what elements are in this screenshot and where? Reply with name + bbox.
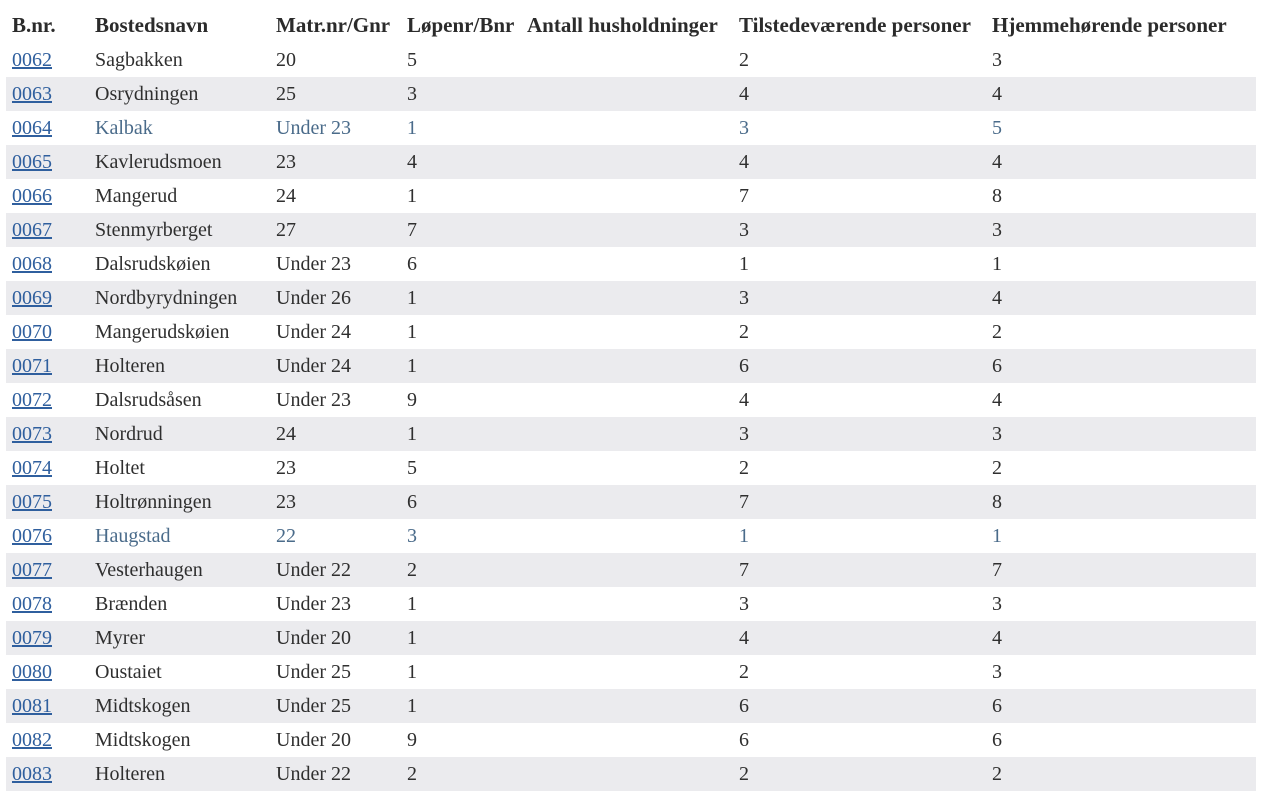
cell-tilstedevaerende-personer: 6 bbox=[733, 689, 986, 723]
cell-matr-gnr: Under 25 bbox=[270, 689, 401, 723]
cell-hjemmehorende-personer: 8 bbox=[986, 485, 1256, 519]
cell-bnr bbox=[6, 349, 89, 383]
cell-hjemmehorende-personer: 2 bbox=[992, 320, 1002, 343]
cell-antall-husholdninger bbox=[521, 281, 733, 315]
cell-bnr bbox=[6, 77, 89, 111]
cell-bostedsnavn: Mangerudskøien bbox=[95, 320, 230, 343]
bnr-link[interactable]: 0069 bbox=[12, 286, 52, 309]
cell-bnr bbox=[6, 247, 89, 281]
cell-bostedsnavn: Dalsrudskøien bbox=[95, 252, 211, 275]
cell-lopenr-bnr: 1 bbox=[407, 116, 417, 139]
cell-lopenr-bnr: 3 bbox=[401, 77, 521, 111]
cell-hjemmehorende-personer: 5 bbox=[992, 116, 1002, 139]
cell-antall-husholdninger bbox=[521, 315, 733, 349]
cell-matr-gnr: Under 23 bbox=[276, 116, 351, 139]
cell-hjemmehorende-personer: 6 bbox=[986, 349, 1256, 383]
cell-bostedsnavn: Osrydningen bbox=[89, 77, 270, 111]
bnr-link[interactable]: 0065 bbox=[12, 150, 52, 173]
cell-lopenr-bnr: 1 bbox=[407, 592, 417, 615]
cell-antall-husholdninger bbox=[521, 519, 733, 553]
cell-hjemmehorende-personer: 1 bbox=[992, 524, 1002, 547]
cell-tilstedevaerende-personer: 2 bbox=[739, 456, 749, 479]
bnr-link[interactable]: 0083 bbox=[12, 762, 52, 785]
cell-matr-gnr: Under 20 bbox=[270, 621, 401, 655]
cell-bostedsnavn: Nordbyrydningen bbox=[89, 281, 270, 315]
bnr-link[interactable]: 0077 bbox=[12, 558, 52, 581]
cell-matr-gnr: Under 23 bbox=[276, 252, 351, 275]
cell-hjemmehorende-personer: 8 bbox=[992, 184, 1002, 207]
cell-hjemmehorende-personer: 3 bbox=[992, 660, 1002, 683]
cell-tilstedevaerende-personer: 4 bbox=[739, 388, 749, 411]
cell-antall-husholdninger bbox=[521, 77, 733, 111]
cell-tilstedevaerende-personer: 2 bbox=[739, 48, 749, 71]
cell-bostedsnavn: Stenmyrberget bbox=[89, 213, 270, 247]
cell-lopenr-bnr: 5 bbox=[407, 456, 417, 479]
bnr-link[interactable]: 0079 bbox=[12, 626, 52, 649]
cell-matr-gnr: 23 bbox=[270, 485, 401, 519]
cell-bostedsnavn: Myrer bbox=[89, 621, 270, 655]
table-row bbox=[6, 281, 1256, 315]
cell-tilstedevaerende-personer: 2 bbox=[739, 320, 749, 343]
cell-lopenr-bnr: 7 bbox=[401, 213, 521, 247]
cell-tilstedevaerende-personer: 4 bbox=[733, 621, 986, 655]
cell-lopenr-bnr: 1 bbox=[407, 660, 417, 683]
cell-lopenr-bnr: 1 bbox=[401, 281, 521, 315]
cell-tilstedevaerende-personer: 7 bbox=[733, 553, 986, 587]
cell-antall-husholdninger bbox=[521, 111, 733, 145]
header-hjemmehorende-personer: Hjemmehørende personer bbox=[992, 12, 1227, 37]
cell-bostedsnavn: Dalsrudsåsen bbox=[95, 388, 202, 411]
cell-tilstedevaerende-personer: 2 bbox=[733, 757, 986, 791]
cell-bnr bbox=[6, 621, 89, 655]
cell-bnr bbox=[6, 553, 89, 587]
table-row bbox=[6, 111, 1256, 145]
cell-antall-husholdninger bbox=[521, 485, 733, 519]
bnr-link[interactable]: 0082 bbox=[12, 728, 52, 751]
cell-hjemmehorende-personer: 4 bbox=[986, 77, 1256, 111]
cell-lopenr-bnr: 5 bbox=[407, 48, 417, 71]
cell-tilstedevaerende-personer: 4 bbox=[733, 145, 986, 179]
household-table bbox=[6, 7, 1256, 791]
cell-matr-gnr: Under 20 bbox=[276, 728, 351, 751]
cell-bostedsnavn: Vesterhaugen bbox=[89, 553, 270, 587]
table-row bbox=[6, 621, 1256, 655]
table-row bbox=[6, 43, 1256, 77]
cell-hjemmehorende-personer: 3 bbox=[992, 592, 1002, 615]
cell-matr-gnr: 23 bbox=[270, 145, 401, 179]
cell-antall-husholdninger bbox=[521, 553, 733, 587]
cell-lopenr-bnr: 9 bbox=[407, 388, 417, 411]
table-row bbox=[6, 315, 1256, 349]
cell-bostedsnavn: Mangerud bbox=[95, 184, 178, 207]
cell-bostedsnavn: Holtet bbox=[95, 456, 145, 479]
cell-matr-gnr: Under 22 bbox=[270, 757, 401, 791]
cell-antall-husholdninger bbox=[521, 451, 733, 485]
cell-lopenr-bnr: 1 bbox=[401, 689, 521, 723]
cell-bnr bbox=[6, 757, 89, 791]
cell-matr-gnr: 25 bbox=[270, 77, 401, 111]
cell-lopenr-bnr: 3 bbox=[407, 524, 417, 547]
cell-tilstedevaerende-personer: 3 bbox=[739, 116, 749, 139]
cell-lopenr-bnr: 1 bbox=[407, 320, 417, 343]
cell-lopenr-bnr: 6 bbox=[407, 252, 417, 275]
cell-matr-gnr: 27 bbox=[270, 213, 401, 247]
cell-bostedsnavn: Holteren bbox=[89, 349, 270, 383]
bnr-link[interactable]: 0081 bbox=[12, 694, 52, 717]
cell-bnr bbox=[6, 417, 89, 451]
header-bnr: B.nr. bbox=[12, 12, 56, 37]
table-row bbox=[6, 553, 1256, 587]
bnr-link[interactable]: 0074 bbox=[12, 456, 52, 479]
cell-hjemmehorende-personer: 7 bbox=[986, 553, 1256, 587]
cell-antall-husholdninger bbox=[521, 723, 733, 757]
cell-bostedsnavn: Brænden bbox=[95, 592, 168, 615]
cell-bnr bbox=[6, 723, 89, 757]
cell-tilstedevaerende-personer: 7 bbox=[733, 485, 986, 519]
cell-tilstedevaerende-personer: 1 bbox=[739, 252, 749, 275]
cell-antall-husholdninger bbox=[521, 383, 733, 417]
cell-tilstedevaerende-personer: 3 bbox=[739, 592, 749, 615]
bnr-link[interactable]: 0067 bbox=[12, 218, 52, 241]
cell-bostedsnavn: Holteren bbox=[89, 757, 270, 791]
cell-lopenr-bnr: 2 bbox=[401, 757, 521, 791]
cell-hjemmehorende-personer: 4 bbox=[986, 281, 1256, 315]
cell-bostedsnavn: Midtskogen bbox=[95, 728, 191, 751]
cell-matr-gnr: 22 bbox=[276, 524, 296, 547]
cell-matr-gnr: 24 bbox=[270, 417, 401, 451]
bnr-link[interactable]: 0075 bbox=[12, 490, 52, 513]
cell-hjemmehorende-personer: 6 bbox=[986, 689, 1256, 723]
table-row bbox=[6, 689, 1256, 723]
cell-tilstedevaerende-personer: 4 bbox=[733, 77, 986, 111]
bnr-link[interactable]: 0071 bbox=[12, 354, 52, 377]
bnr-link[interactable]: 0073 bbox=[12, 422, 52, 445]
table-row bbox=[6, 757, 1256, 791]
cell-tilstedevaerende-personer: 3 bbox=[733, 417, 986, 451]
table-row bbox=[6, 179, 1256, 213]
bnr-link[interactable]: 0072 bbox=[12, 388, 52, 411]
table-row bbox=[6, 587, 1256, 621]
cell-bostedsnavn: Midtskogen bbox=[89, 689, 270, 723]
cell-bnr bbox=[6, 587, 89, 621]
table-row bbox=[6, 77, 1256, 111]
table-row bbox=[6, 485, 1256, 519]
cell-tilstedevaerende-personer: 3 bbox=[733, 213, 986, 247]
cell-hjemmehorende-personer: 3 bbox=[986, 417, 1256, 451]
cell-bostedsnavn: Holtrønningen bbox=[89, 485, 270, 519]
cell-matr-gnr: 20 bbox=[276, 48, 296, 71]
cell-lopenr-bnr: 1 bbox=[401, 621, 521, 655]
cell-bnr bbox=[6, 689, 89, 723]
cell-tilstedevaerende-personer: 7 bbox=[739, 184, 749, 207]
table-row bbox=[6, 519, 1256, 553]
cell-bostedsnavn: Kalbak bbox=[95, 116, 153, 139]
cell-bnr bbox=[6, 519, 89, 553]
table-row bbox=[6, 417, 1256, 451]
cell-antall-husholdninger bbox=[521, 349, 733, 383]
bnr-link[interactable]: 0076 bbox=[12, 524, 52, 547]
cell-antall-husholdninger bbox=[521, 655, 733, 689]
cell-bnr bbox=[6, 383, 89, 417]
bnr-link[interactable]: 0078 bbox=[12, 592, 52, 615]
table-row bbox=[6, 145, 1256, 179]
cell-matr-gnr: Under 26 bbox=[270, 281, 401, 315]
cell-bostedsnavn: Kavlerudsmoen bbox=[89, 145, 270, 179]
cell-bnr bbox=[6, 485, 89, 519]
table-row bbox=[6, 383, 1256, 417]
cell-matr-gnr: Under 23 bbox=[276, 592, 351, 615]
table-row bbox=[6, 723, 1256, 757]
cell-matr-gnr: Under 24 bbox=[276, 320, 351, 343]
cell-bnr bbox=[6, 145, 89, 179]
table-row bbox=[6, 349, 1256, 383]
cell-hjemmehorende-personer: 3 bbox=[992, 48, 1002, 71]
cell-bnr bbox=[6, 655, 89, 689]
cell-hjemmehorende-personer: 4 bbox=[992, 388, 1002, 411]
cell-lopenr-bnr: 6 bbox=[401, 485, 521, 519]
cell-hjemmehorende-personer: 6 bbox=[992, 728, 1002, 751]
cell-lopenr-bnr: 1 bbox=[401, 349, 521, 383]
cell-tilstedevaerende-personer: 6 bbox=[739, 728, 749, 751]
cell-tilstedevaerende-personer: 2 bbox=[739, 660, 749, 683]
cell-antall-husholdninger bbox=[521, 621, 733, 655]
bnr-link[interactable]: 0066 bbox=[12, 184, 52, 207]
table-body bbox=[6, 43, 1256, 791]
cell-antall-husholdninger bbox=[521, 247, 733, 281]
cell-bnr bbox=[6, 315, 89, 349]
cell-bnr bbox=[6, 179, 89, 213]
header-row bbox=[6, 7, 1256, 43]
cell-antall-husholdninger bbox=[521, 43, 733, 77]
cell-lopenr-bnr: 2 bbox=[401, 553, 521, 587]
cell-bnr bbox=[6, 111, 89, 145]
cell-hjemmehorende-personer: 2 bbox=[992, 456, 1002, 479]
cell-lopenr-bnr: 9 bbox=[407, 728, 417, 751]
cell-bostedsnavn: Haugstad bbox=[95, 524, 171, 547]
cell-tilstedevaerende-personer: 3 bbox=[733, 281, 986, 315]
header-lopenr-bnr: Løpenr/Bnr bbox=[407, 12, 515, 37]
cell-matr-gnr: Under 22 bbox=[270, 553, 401, 587]
table-row bbox=[6, 655, 1256, 689]
table-row bbox=[6, 247, 1256, 281]
table-row bbox=[6, 213, 1256, 247]
bnr-link[interactable]: 0064 bbox=[12, 116, 52, 139]
cell-antall-husholdninger bbox=[521, 145, 733, 179]
cell-antall-husholdninger bbox=[521, 757, 733, 791]
cell-antall-husholdninger bbox=[521, 587, 733, 621]
cell-lopenr-bnr: 4 bbox=[401, 145, 521, 179]
cell-bnr bbox=[6, 451, 89, 485]
cell-matr-gnr: Under 24 bbox=[270, 349, 401, 383]
cell-hjemmehorende-personer: 2 bbox=[986, 757, 1256, 791]
bnr-link[interactable]: 0068 bbox=[12, 252, 52, 275]
cell-bnr bbox=[6, 43, 89, 77]
header-antall-husholdninger: Antall husholdninger bbox=[527, 12, 718, 37]
cell-matr-gnr: 23 bbox=[276, 456, 296, 479]
cell-hjemmehorende-personer: 3 bbox=[986, 213, 1256, 247]
bnr-link[interactable]: 0062 bbox=[12, 48, 52, 71]
cell-hjemmehorende-personer: 4 bbox=[986, 621, 1256, 655]
cell-antall-husholdninger bbox=[521, 179, 733, 213]
cell-bnr bbox=[6, 281, 89, 315]
cell-antall-husholdninger bbox=[521, 213, 733, 247]
cell-matr-gnr: Under 23 bbox=[276, 388, 351, 411]
cell-bnr bbox=[6, 213, 89, 247]
cell-lopenr-bnr: 1 bbox=[407, 184, 417, 207]
cell-bostedsnavn: Nordrud bbox=[89, 417, 270, 451]
header-tilstedevaerende-personer: Tilstedeværende personer bbox=[739, 12, 971, 37]
bnr-link[interactable]: 0080 bbox=[12, 660, 52, 683]
cell-antall-husholdninger bbox=[521, 689, 733, 723]
cell-matr-gnr: 24 bbox=[276, 184, 296, 207]
header-matr-gnr: Matr.nr/Gnr bbox=[276, 12, 391, 37]
bnr-link[interactable]: 0070 bbox=[12, 320, 52, 343]
cell-hjemmehorende-personer: 4 bbox=[986, 145, 1256, 179]
cell-matr-gnr: Under 25 bbox=[276, 660, 351, 683]
bnr-link[interactable]: 0063 bbox=[12, 82, 52, 105]
cell-bostedsnavn: Oustaiet bbox=[95, 660, 162, 683]
cell-hjemmehorende-personer: 1 bbox=[992, 252, 1002, 275]
cell-tilstedevaerende-personer: 6 bbox=[733, 349, 986, 383]
table-row bbox=[6, 451, 1256, 485]
cell-tilstedevaerende-personer: 1 bbox=[739, 524, 749, 547]
cell-lopenr-bnr: 1 bbox=[401, 417, 521, 451]
cell-bostedsnavn: Sagbakken bbox=[95, 48, 183, 71]
header-bostedsnavn: Bostedsnavn bbox=[95, 12, 209, 37]
cell-antall-husholdninger bbox=[521, 417, 733, 451]
